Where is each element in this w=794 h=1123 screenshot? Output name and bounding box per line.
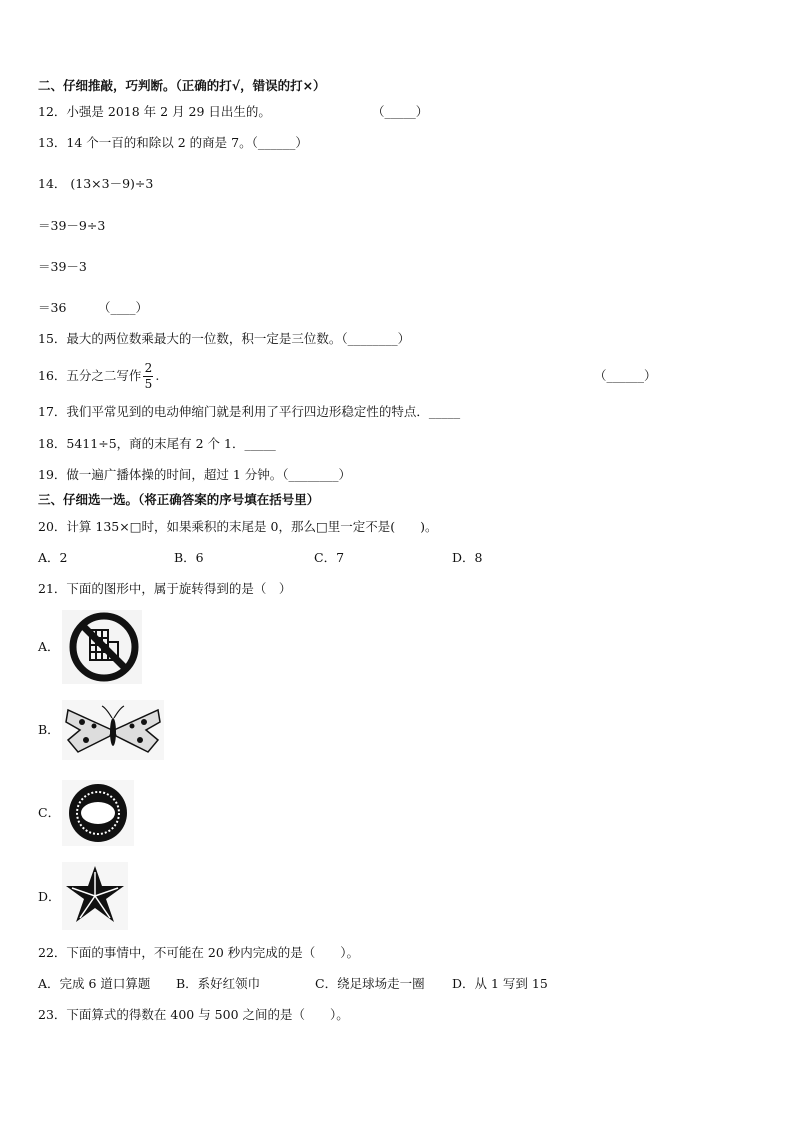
question-19: 19．做一遍广播体操的时间，超过 1 分钟。（________） xyxy=(38,467,352,482)
section-3-heading: 三、仔细选一选。（将正确答案的序号填在括号里） xyxy=(38,492,320,507)
q22-option-d[interactable]: D．从 1 写到 15 xyxy=(452,976,548,991)
q22-option-b[interactable]: B．系好红领巾 xyxy=(176,976,261,991)
question-14-line-3: ＝39－3 xyxy=(38,259,87,274)
q22-option-a[interactable]: A．完成 6 道口算题 xyxy=(38,976,151,991)
q21-label-d[interactable]: D． xyxy=(38,889,61,904)
ring-image[interactable] xyxy=(62,780,134,846)
question-14-blank[interactable]: （____） xyxy=(98,300,149,315)
fraction-two-fifths xyxy=(143,362,153,391)
question-14-line-4: ＝36 xyxy=(38,300,67,315)
fraction-denominator: 5 xyxy=(144,377,153,391)
question-21: 21．下面的图形中，属于旋转得到的是（ ） xyxy=(38,581,292,596)
question-22: 22．下面的事情中，不可能在 20 秒内完成的是（ ）。 xyxy=(38,945,360,960)
q22-option-c[interactable]: C．绕足球场走一圈 xyxy=(315,976,425,991)
q21-label-b[interactable]: B． xyxy=(38,722,60,737)
question-16-dot: . xyxy=(155,368,160,383)
question-12-blank[interactable]: （_____） xyxy=(372,104,429,119)
q20-option-c[interactable]: C．7 xyxy=(314,550,345,565)
question-23: 23．下面算式的得数在 400 与 500 之间的是（ ）。 xyxy=(38,1007,349,1022)
question-20: 20．计算 135×□时，如果乘积的末尾是 0，那么□里一定不是( )。 xyxy=(38,519,438,534)
star-image[interactable] xyxy=(62,862,128,930)
q20-option-b[interactable]: B．6 xyxy=(174,550,204,565)
butterfly-image[interactable] xyxy=(62,700,164,760)
section-2-heading: 二、仔细推敲，巧判断。（正确的打√，错误的打×） xyxy=(38,78,326,93)
q21-label-c[interactable]: C． xyxy=(38,805,61,820)
question-16-blank[interactable]: （______） xyxy=(594,368,657,383)
prohibition-sign-image[interactable] xyxy=(62,610,142,684)
question-12: 12．小强是 2018 年 2 月 29 日出生的。 xyxy=(38,104,271,119)
question-17: 17．我们平常见到的电动伸缩门就是利用了平行四边形稳定性的特点．_____ xyxy=(38,404,461,419)
question-13: 13．14 个一百的和除以 2 的商是 7。（______） xyxy=(38,135,308,150)
q20-option-a[interactable]: A．2 xyxy=(38,550,68,565)
fraction-numerator: 2 xyxy=(144,361,153,375)
question-16 xyxy=(38,360,159,392)
question-18: 18．5411÷5，商的末尾有 2 个 1．_____ xyxy=(38,436,276,451)
question-15: 15．最大的两位数乘最大的一位数，积一定是三位数。（________） xyxy=(38,331,411,346)
q20-option-d[interactable]: D．8 xyxy=(452,550,483,565)
question-14-line-1: 14． (13×3－9)÷3 xyxy=(38,176,154,191)
question-14-line-2: ＝39－9÷3 xyxy=(38,218,106,233)
question-16-text: 16．五分之二写作 xyxy=(38,368,142,383)
q21-label-a[interactable]: A． xyxy=(38,639,60,654)
